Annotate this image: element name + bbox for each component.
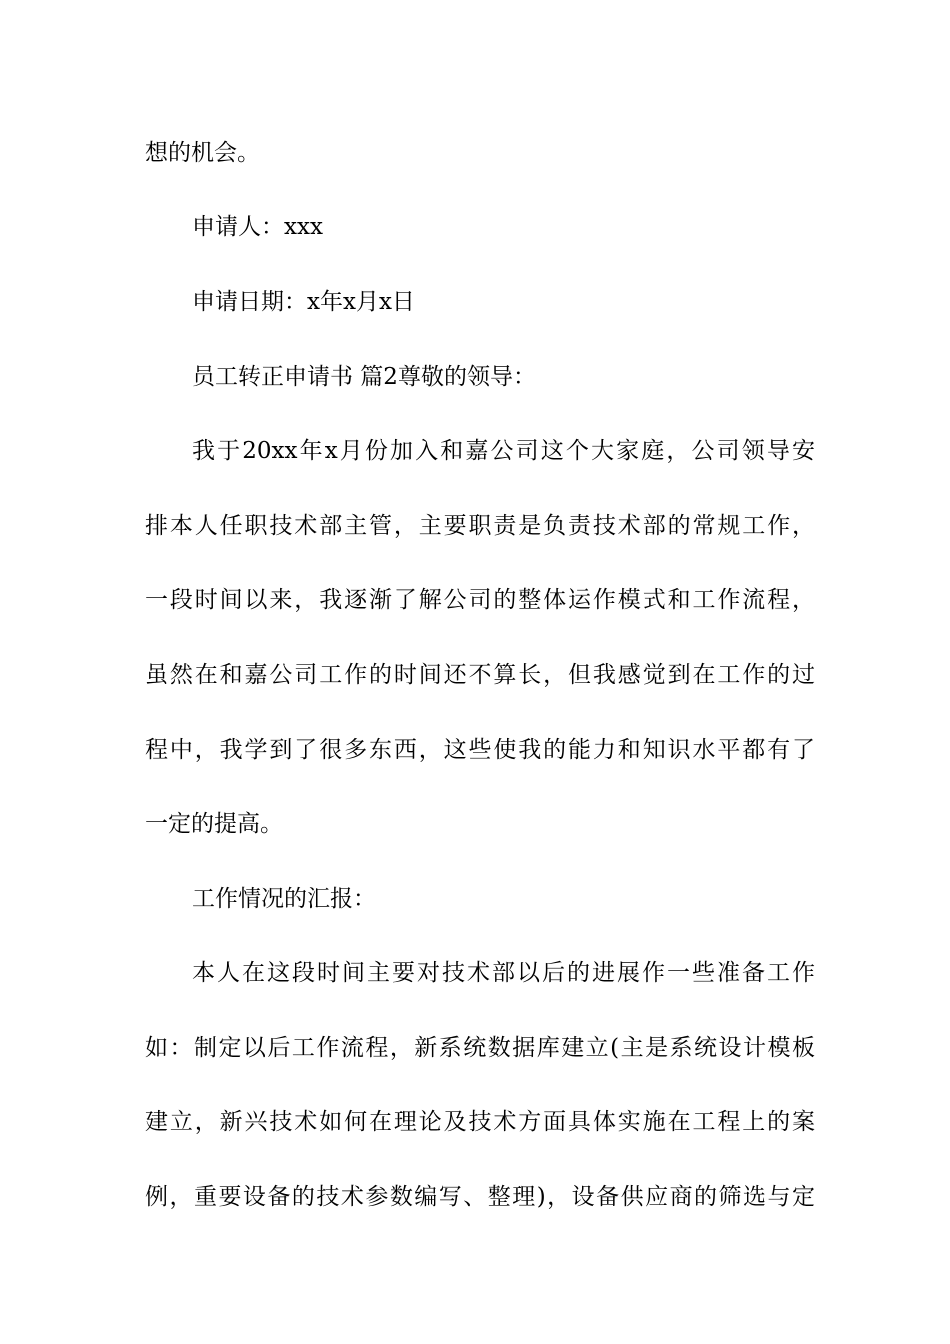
paragraph-line: 如：制定以后工作流程，新系统数据库建立(主是系统设计模板	[145, 1035, 815, 1061]
applicant-line: 申请人：xxx	[192, 214, 323, 240]
paragraph-line: 虽然在和嘉公司工作的时间还不算长，但我感觉到在工作的过	[145, 662, 815, 688]
paragraph-line: 例，重要设备的技术参数编写、整理)，设备供应商的筛选与定	[145, 1184, 815, 1210]
paragraph-line: 一定的提高。	[145, 811, 283, 837]
paragraph-line: 我于20xx年x月份加入和嘉公司这个大家庭，公司领导安	[192, 438, 815, 464]
paragraph-line: 本人在这段时间主要对技术部以后的进展作一些准备工作	[192, 960, 815, 986]
work-report-heading: 工作情况的汇报：	[192, 886, 376, 912]
paragraph-line: 一段时间以来，我逐渐了解公司的整体运作模式和工作流程，	[145, 587, 815, 613]
paragraph-line: 建立，新兴技术如何在理论及技术方面具体实施在工程上的案	[145, 1109, 815, 1135]
text-line-continuation: 想的机会。	[145, 140, 260, 166]
section-heading-line: 员工转正申请书 篇2尊敬的领导：	[192, 364, 536, 390]
paragraph-line: 排本人任职技术部主管，主要职责是负责技术部的常规工作，	[145, 513, 815, 539]
application-date-line: 申请日期：x年x月x日	[192, 289, 415, 315]
paragraph-line: 程中，我学到了很多东西，这些使我的能力和知识水平都有了	[145, 737, 815, 763]
